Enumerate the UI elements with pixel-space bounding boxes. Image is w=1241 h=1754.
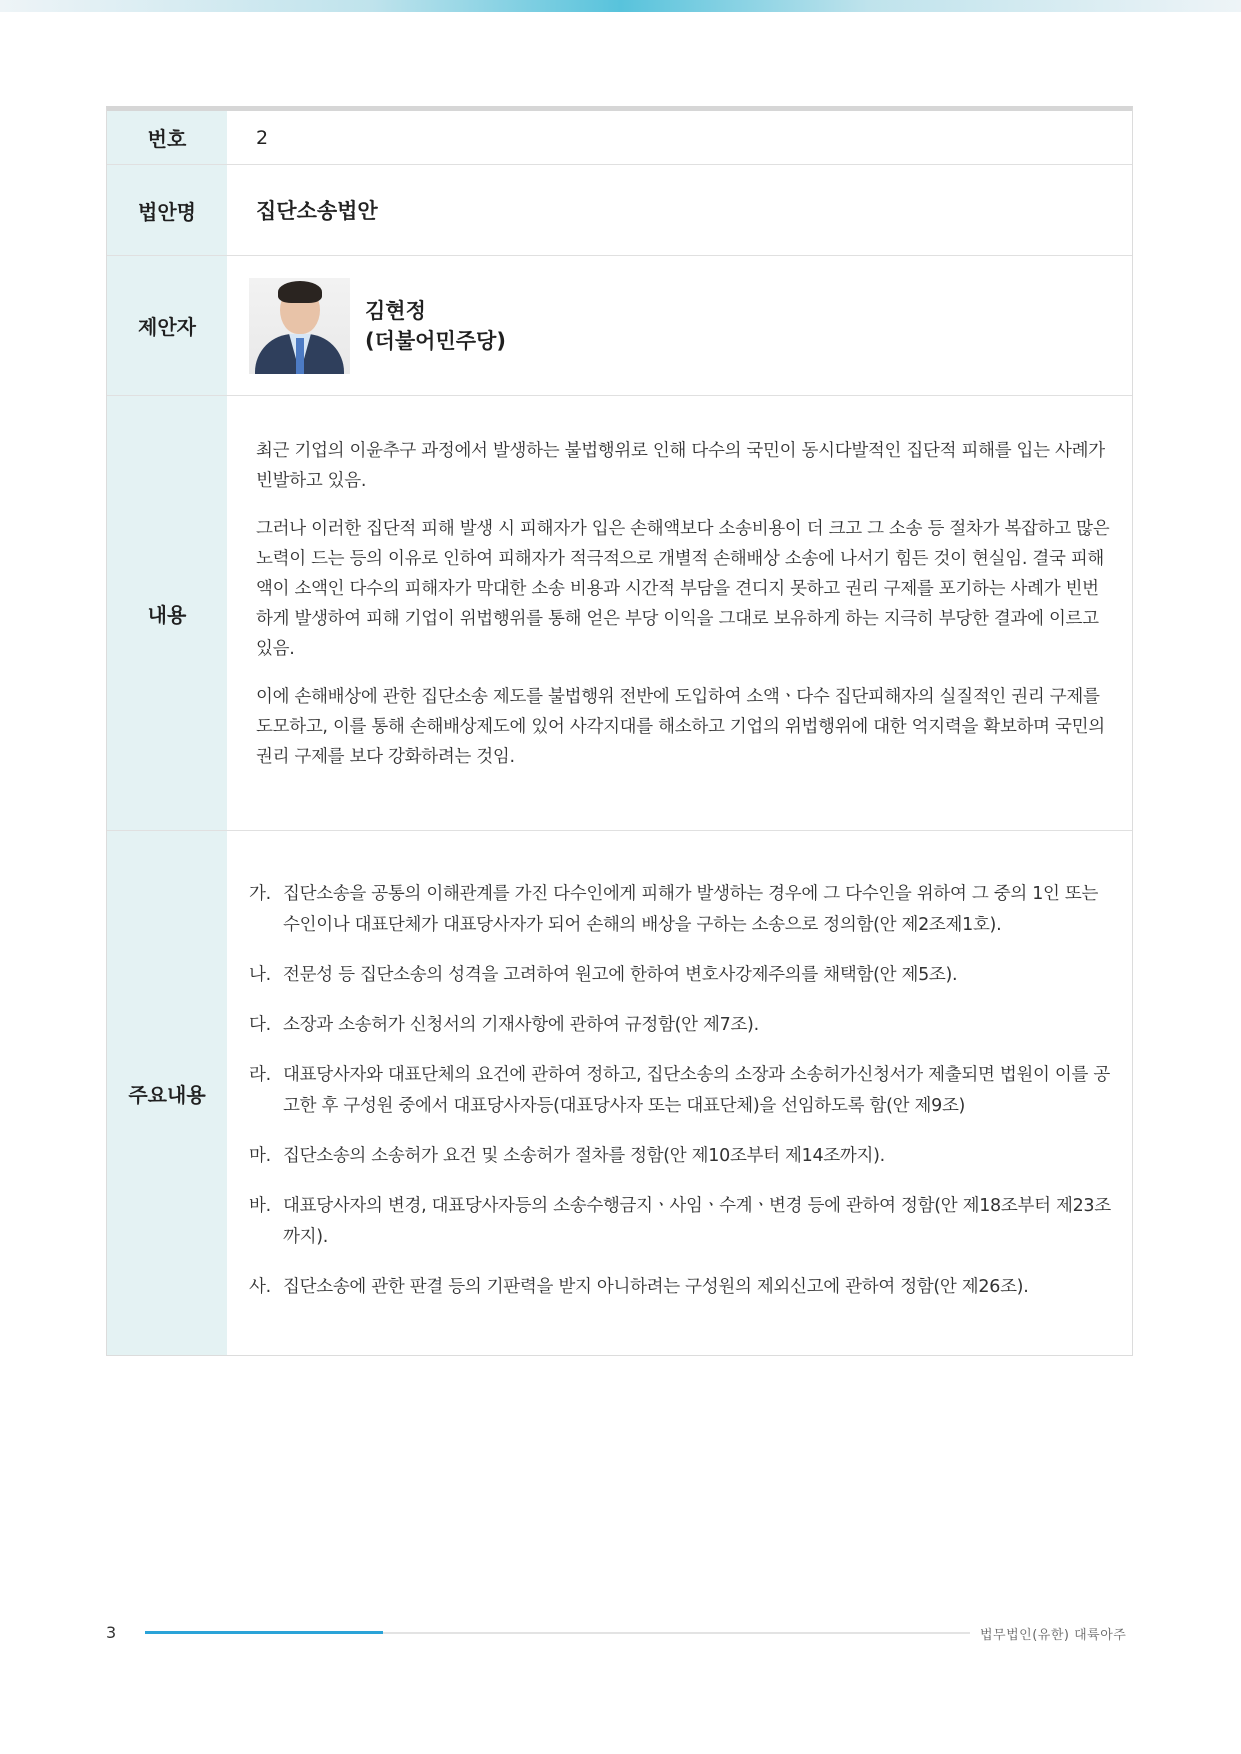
- top-gradient-bar: [0, 0, 1241, 12]
- number-value: 2: [256, 126, 269, 149]
- bill-label: 법안명: [107, 165, 227, 255]
- content-paragraph: 최근 기업의 이윤추구 과정에서 발생하는 불법행위로 인해 다수의 국민이 동시다발적인 집단적 피해를 입는 사례가 빈발하고 있음.: [256, 441, 1105, 491]
- item-text: 집단소송을 공통의 이해관계를 가진 다수인에게 피해가 발생하는 경우에 그 다수인을 위하여 그 중의 1인 또는 수인이나 대표단체가 대표당사자가 되어 손해의 배상을 구하는 소송으로 정의함(안 제2조제1호).: [283, 884, 1099, 935]
- proposer-photo: [249, 278, 350, 374]
- content-paragraph: 이에 손해배상에 관한 집단소송 제도를 불법행위 전반에 도입하여 소액ㆍ다수 집단피해자의 실질적인 권리 구제를 도모하고, 이를 통해 손해배상제도에 있어 사각지대를 해소하고 기업의 위법행위에 대한 억지력을 확보하며 국민의 권리 구제를 보다 강화하려는 것임.: [256, 687, 1105, 767]
- row-bill-name: [107, 165, 1132, 256]
- main-content-label: 주요내용: [107, 831, 227, 1355]
- list-item: [249, 960, 1112, 991]
- content-label: 내용: [107, 396, 227, 830]
- footer-divider-accent: [145, 1631, 383, 1634]
- bill-name: 집단소송법안: [256, 199, 378, 223]
- proposer-label: 제안자: [107, 256, 227, 395]
- item-marker: 라.: [249, 1065, 271, 1085]
- number-label: 번호: [107, 111, 227, 164]
- item-text: 대표당사자의 변경, 대표당사자등의 소송수행금지ㆍ사임ㆍ수계ㆍ변경 등에 관하여 정함(안 제18조부터 제23조까지).: [283, 1196, 1111, 1247]
- item-marker: 바.: [249, 1196, 271, 1216]
- item-marker: 마.: [249, 1146, 271, 1166]
- row-content: [107, 396, 1132, 831]
- item-text: 대표당사자와 대표단체의 요건에 관하여 정하고, 집단소송의 소장과 소송허가신청서가 제출되면 법원이 이를 공고한 후 구성원 중에서 대표당사자등(대표당사자 또는 대표단체)을 선임하도록 함(안 제9조): [283, 1065, 1110, 1116]
- list-item: [249, 1191, 1112, 1253]
- item-marker: 다.: [249, 1015, 271, 1035]
- list-item: [249, 1010, 1112, 1041]
- item-marker: 사.: [249, 1277, 271, 1297]
- item-marker: 가.: [249, 884, 271, 904]
- row-number: [107, 111, 1132, 165]
- content-paragraph: 그러나 이러한 집단적 피해 발생 시 피해자가 입은 손해액보다 소송비용이 더 크고 그 소송 등 절차가 복잡하고 많은 노력이 드는 등의 이유로 인하여 피해자가 적극적으로 개별적 손해배상 소송에 나서기 힘든 것이 현실임. 결국 피해액이 소액인 다수의 피해자가 막대한 소송 비용과 시간적 부담을 견디지 못하고 권리 구제를 포기하는 사례가 빈번하게 발생하여 피해 기업이 위법행위를 통해 얻은 부당 이익을 그대로 보유하게 하는 지극히 부당한 결과에 이르고 있음.: [256, 519, 1110, 659]
- row-proposer: [107, 256, 1132, 396]
- proposer-name: 김현정: [365, 298, 426, 323]
- footer-firm-name: 법무법인(유한) 대륙아주: [980, 1628, 1127, 1643]
- list-item: [249, 1141, 1112, 1172]
- item-text: 집단소송에 관한 판결 등의 기판력을 받지 아니하려는 구성원의 제외신고에 관하여 정함(안 제26조).: [283, 1277, 1029, 1297]
- page-number: 3: [106, 1623, 117, 1642]
- bill-table: [106, 106, 1133, 1356]
- item-text: 소장과 소송허가 신청서의 기재사항에 관하여 규정함(안 제7조).: [283, 1015, 759, 1035]
- proposer-party: (더불어민주당): [365, 328, 506, 353]
- item-text: 전문성 등 집단소송의 성격을 고려하여 원고에 한하여 변호사강제주의를 채택함(안 제5조).: [283, 965, 958, 985]
- item-marker: 나.: [249, 965, 271, 985]
- list-item: [249, 1272, 1112, 1303]
- row-main-content: [107, 831, 1132, 1355]
- list-item: [249, 879, 1112, 941]
- item-text: 집단소송의 소송허가 요건 및 소송허가 절차를 정함(안 제10조부터 제14조까지).: [283, 1146, 885, 1166]
- list-item: [249, 1060, 1112, 1122]
